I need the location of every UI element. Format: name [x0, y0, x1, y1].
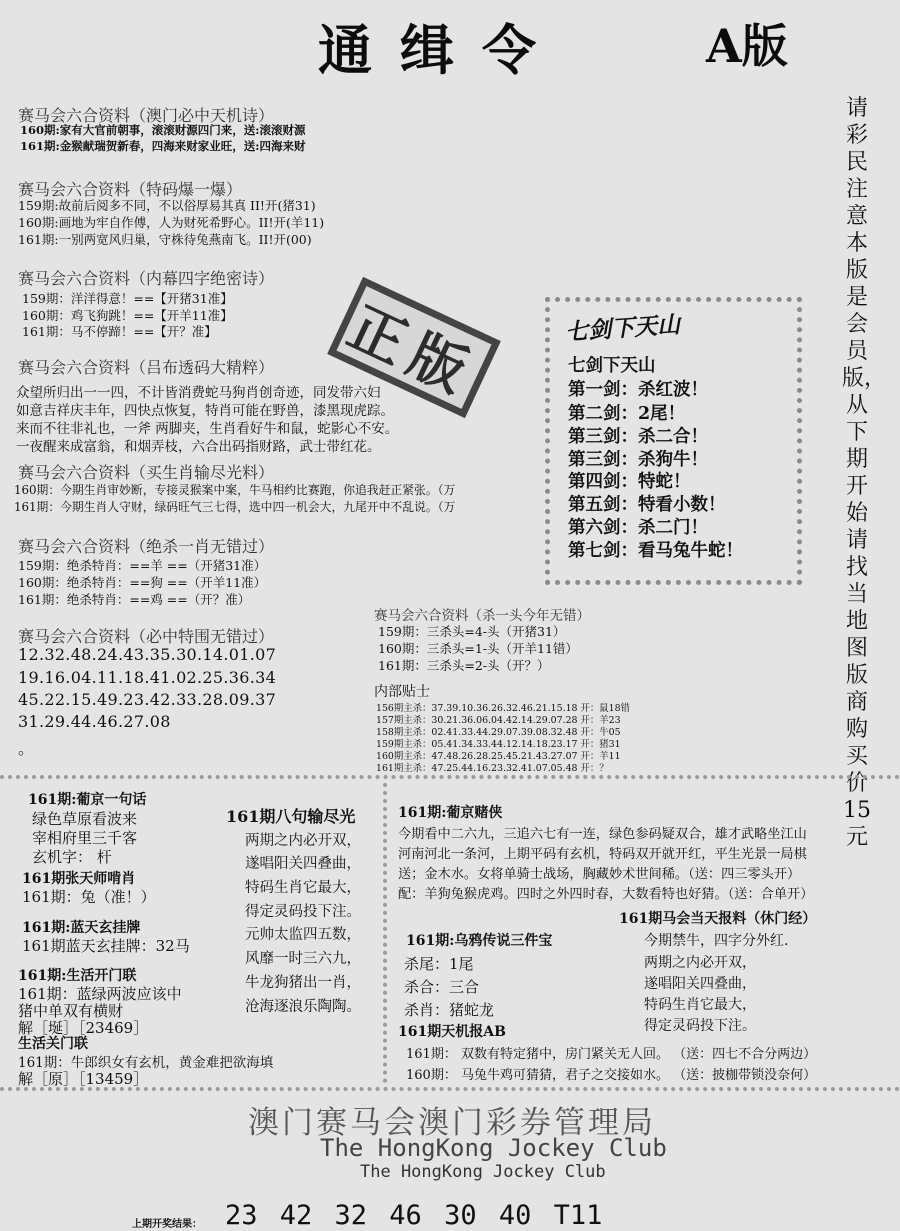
text-line: 两期之内必开双，: [644, 955, 756, 971]
tip-line: 158期主杀：02.41.33.44.29.07.39.08.32.48 开：牛05: [376, 727, 621, 738]
text-line: 河南河北一条河，上期平码有玄机，特码双开就开红，平生光景一局棋: [398, 847, 807, 862]
stamp-text: 正版: [338, 293, 487, 409]
text-line: 杀尾：1尾: [404, 955, 474, 973]
section-heading: 赛马会六合资料（内幕四字绝密诗）: [18, 269, 275, 288]
block-heading: 生活关门联: [18, 1036, 88, 1052]
block-heading: 161期马会当天报料（休门经）: [619, 911, 817, 927]
section-heading: 赛马会六合资料（必中特围无错过）: [18, 627, 275, 646]
tip-line: 160期主杀：47.48.26.28.25.45.21.43.27.07 开：羊11: [376, 751, 621, 762]
number-line: 31.29.44.46.27.08: [18, 712, 171, 731]
number-line: 45.22.15.49.23.42.33.28.09.37: [18, 690, 277, 709]
sword-line: 第六剑：杀二门！: [568, 518, 708, 538]
text-line: 161期：兔（准！）: [22, 888, 156, 906]
number-line: 19.16.04.11.18.41.02.25.36.34: [18, 668, 277, 687]
sword-line: 第一剑：杀红波！: [568, 380, 708, 400]
text-line: 元帅太监四五数，: [245, 927, 361, 943]
dotted-divider: [0, 1087, 900, 1091]
member-notice: 请彩民注意本版是会员版，从下期开始请找当地图版商购买价15元: [842, 96, 887, 850]
section-heading: 赛马会六合资料（杀一头今年无错）: [374, 608, 590, 624]
text-line: 161期：马不停蹄！==【开？准】: [22, 324, 217, 339]
text-line: 宰相府里三千客: [32, 829, 138, 847]
text-line: 玄机字： 杆: [32, 848, 112, 866]
text-line: 。: [18, 739, 35, 758]
text-line: 今期禁牛，四字分外红.: [644, 933, 789, 949]
text-line: 配：羊狗兔猴虎鸡。四时之外四时春，大数看特也好猜。（送：合单开）: [398, 887, 814, 902]
text-line: 杀肖：猪蛇龙: [404, 1001, 495, 1019]
text-line: 特码生肖它最大，: [245, 880, 361, 896]
sword-line: 七剑下天山: [568, 356, 656, 376]
page-title: 通缉令: [318, 18, 564, 82]
text-line: 161期： 双数有特定猪中，房门紧关无人回。 （送：四七不合分两边）: [406, 1047, 817, 1062]
dotted-divider: [383, 783, 387, 1083]
text-line: 160期：鸡飞狗跳！==【开羊11准】: [22, 308, 233, 323]
block-heading: 161期:葡京一句话: [28, 792, 147, 808]
section-heading: 赛马会六合资料（吕布透码大精粹）: [18, 358, 275, 377]
section-heading: 赛马会六合资料（绝杀一肖无错过）: [18, 537, 275, 556]
tip-line: 161期主杀：47.25.44.16.23.32.41.07.05.48 开：？: [376, 763, 609, 774]
block-heading: 161期天机报AB: [398, 1024, 506, 1040]
text-line: 161期：牛郎织女有玄机，黄金难把欲海填: [18, 1055, 274, 1071]
text-line: 得定灵码投下注。: [644, 1018, 756, 1034]
text-line: 两期之内必开双，: [245, 833, 361, 849]
text-line: 161期：绝杀特肖：==鸡 ==（开？准）: [18, 592, 251, 607]
number-line: 12.32.48.24.43.35.30.14.01.07: [18, 645, 277, 664]
text-line: 解［埏］［23469］: [18, 1019, 149, 1037]
block-heading: 161期张天师啃肖: [22, 871, 136, 887]
sword-line: 第三剑：杀狗牛！: [568, 450, 708, 470]
text-line: 161期：蓝绿两波应该中: [18, 985, 182, 1003]
text-line: 160期：今期生肖审妙断，专接灵猴案中案，牛马相约比赛跑，你追我赶正紧张。（万: [14, 483, 456, 497]
section-heading: 赛马会六合资料（特码爆一爆）: [18, 180, 243, 199]
text-line: 160期:家有大官前朝事，滚滚财源四门来，送:滚滚财源: [20, 123, 306, 137]
footer-org-name: 澳门赛马会澳门彩券管理局: [248, 1105, 656, 1141]
text-line: 159期：绝杀特肖：==羊 ==（开猪31准）: [18, 558, 267, 573]
sword-line: 第七剑：看马兔牛蛇！: [568, 541, 743, 561]
sword-line: 第二剑：2尾！: [568, 404, 686, 424]
text-line: 今期看中二六九，三追六七有一连，绿色参码疑双合，雄才武略坐江山: [398, 827, 807, 842]
tip-line: 156期主杀：37.39.10.36.26.32.46.21.15.18 开：鼠18错: [376, 703, 630, 714]
text-line: 161期：三杀头=2-头（开？）: [378, 658, 550, 673]
text-line: 绿色草原看波来: [32, 810, 138, 828]
text-line: 遂唱阳关四叠曲，: [245, 856, 361, 872]
dotted-divider: [0, 775, 900, 779]
block-heading: 161期:蓝天玄挂牌: [22, 920, 141, 936]
text-line: 遂唱阳关四叠曲，: [644, 976, 756, 992]
footer-club-name: The HongKong Jockey Club: [320, 1134, 667, 1162]
text-line: 160期： 马兔牛鸡可猜猜，君子之交接如水。 （送：披枷带锁没奈何）: [406, 1068, 817, 1083]
text-line: 猪中单双有横财: [18, 1002, 124, 1020]
result-numbers: 23 42 32 46 30 40 T11: [225, 1200, 603, 1231]
sword-line: 第五剑：特看小数！: [568, 495, 726, 515]
text-line: 牛龙狗猪出一肖，: [245, 975, 361, 991]
text-line: 160期：三杀头=1-头（开羊11错）: [378, 641, 578, 656]
text-line: 161期：今期生肖人守财，绿码旺气三七得，选中四一机会大，九尾开中不乱说。（万: [14, 500, 456, 514]
text-line: 160期:画地为牢自作傅，人为财死希野心。II!开(羊11): [18, 215, 325, 230]
text-line: 160期：绝杀特肖：==狗 ==（开羊11准）: [18, 575, 267, 590]
sword-line: 第四剑：特蛇！: [568, 472, 691, 492]
seven-swords-title: 七剑下天山: [564, 311, 681, 346]
tip-line: 157期主杀：30.21.36.06.04.42.14.29.07.28 开：羊23: [376, 715, 621, 726]
result-label: 上期开奖结果：: [132, 1219, 202, 1230]
text-line: 杀合：三合: [404, 978, 480, 996]
text-line: 得定灵码投下注。: [245, 904, 361, 920]
block-heading: 161期:葡京赌侠: [398, 805, 503, 821]
section-heading: 赛马会六合资料（买生肖输尽光料）: [18, 463, 275, 482]
block-heading: 161期:生活开门联: [18, 968, 137, 984]
tip-line: 159期主杀：05.41.34.33.44.12.14.18.23.17 开：猪31: [376, 739, 621, 750]
text-line: 159期:故前后阅多不同，不以俗厚易其真 II!开(猪31): [18, 198, 316, 213]
text-line: 沧海逐浪乐陶陶。: [245, 999, 361, 1015]
text-line: 一夜醒来成富翁，和烟弄枝，六合出码指财路，武士带红花。: [16, 439, 381, 455]
footer-club-name-small: The HongKong Jockey Club: [360, 1162, 606, 1182]
edition-label: A版: [706, 19, 788, 73]
text-line: 161期蓝天玄挂牌：32马: [22, 937, 190, 955]
sword-line: 第三剑：杀二合！: [568, 427, 708, 447]
section-heading: 内部贴士: [374, 684, 430, 700]
text-line: 来而不往非礼也，一斧 两脚夹，生肖看好牛和鼠，蛇影心不安。: [16, 421, 399, 437]
text-line: 解［原］［13459］: [18, 1070, 149, 1088]
text-line: 161期:金猴献瑞贺新春，四海来财家业旺，送:四海来财: [20, 139, 306, 153]
text-line: 159期：三杀头=4-头（开猪31）: [378, 624, 566, 639]
text-line: 161期:一别两宽风归巢，守株待兔燕南飞。II!开(00): [18, 232, 312, 247]
block-heading: 161期八句输尽光: [226, 807, 356, 826]
text-line: 送；金木水。女将单骑士战场，胸藏妙术世间稀。（送：四三零头开）: [398, 867, 801, 882]
text-line: 159期：洋洋得意！==【开猪31准】: [22, 291, 233, 306]
block-heading: 161期:乌鸦传说三件宝: [406, 933, 553, 949]
section-heading: 赛马会六合资料（澳门必中天机诗）: [18, 106, 275, 125]
text-line: 风靡一时三六九，: [245, 951, 361, 967]
text-line: 特码生肖它最大，: [644, 997, 756, 1013]
text-line: 众望所归出一一四，不计皆消费蛇马狗肖创奇迹，同发带六妇: [16, 385, 381, 401]
text-line: 如意吉祥庆丰年，四快点恢复，特肖可能在野兽，漆黑现虎踪。: [16, 403, 394, 419]
